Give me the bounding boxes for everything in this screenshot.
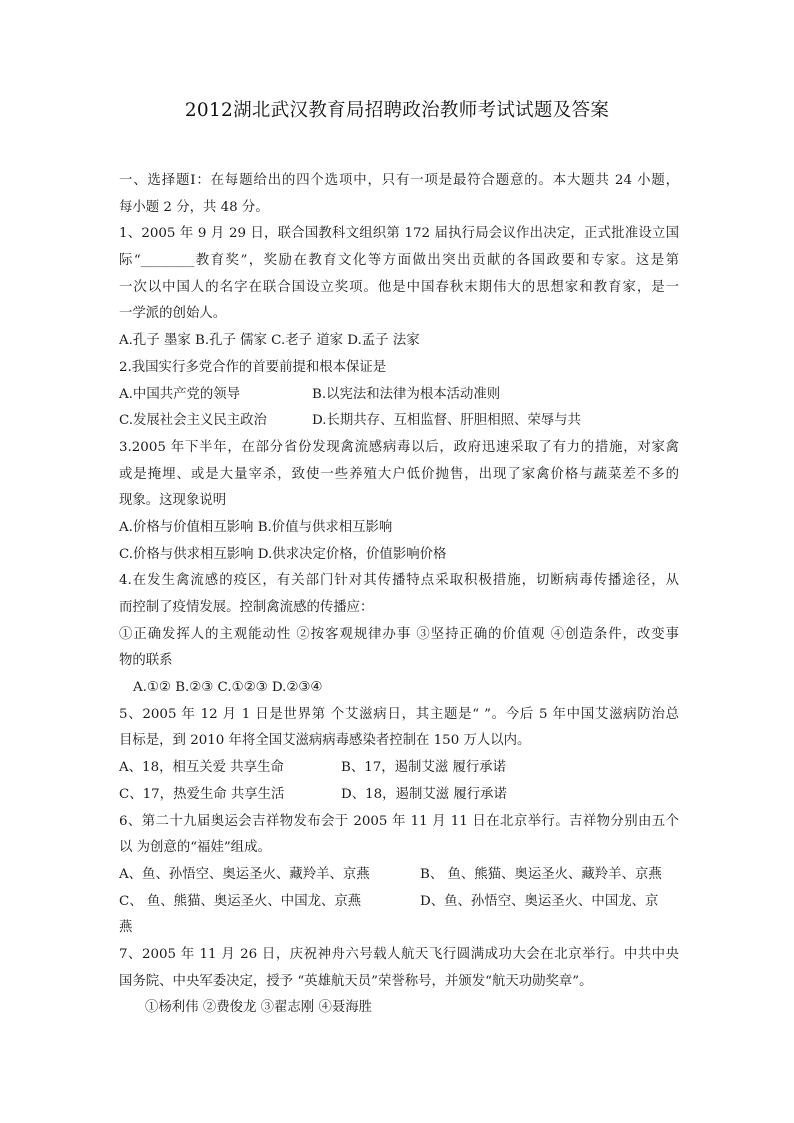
question-6-options-row-1 [119, 862, 679, 889]
question-7-statements: ①杨利伟 ②费俊龙 ③翟志刚 ④聂海胜 [145, 1000, 373, 1016]
question-5-line-2: 目标是，到 2010 年将全国艾滋病病毒感染者控制在 150 万人以内。 [119, 733, 531, 749]
option-a: A、鱼、孙悟空、奥运圣火、藏羚羊、京燕 [119, 866, 370, 882]
option-d: D、鱼、孙悟空、奥运圣火、中国龙、京 [420, 893, 659, 909]
question-5-options-row-1 [119, 755, 679, 782]
question-3-line-2: 或是掩埋、或是大量宰杀，致使一些养殖大户低价抛售，出现了家禽价格与蔬菜差不多的 [119, 466, 679, 482]
question-7: 7、2005 年 11 月 26 日，庆祝神舟六号载人航天飞行圆满成功大会在北京举行。中共中央 [119, 946, 679, 962]
section-instructions: 一、选择题Ⅰ：在每题给出的四个选项中，只有一项是最符合题意的。本大题共 24 小题， [119, 173, 679, 188]
question-4-statements-cont: 物的联系 [119, 653, 173, 669]
question-6: 6、第二十九届奥运会吉祥物发布会于 2005 年 11 月 11 日在北京举行。吉祥物分别由五个 [119, 813, 679, 829]
question-3-options-row-2: C.价格与供求相互影响 D.供求决定价格，价值影响价格 [119, 546, 447, 562]
option-b: B、 鱼、熊猫、奥运圣火、藏羚羊、京燕 [420, 866, 662, 882]
option-b: B.以宪法和法律为根本活动准则 [312, 386, 501, 402]
question-5-options-row-2 [119, 782, 679, 809]
question-1-line-4: 一学派的创始人。 [119, 306, 227, 322]
option-d: D、18，遏制艾滋 履行承诺 [341, 786, 507, 802]
question-4: 4.在发生禽流感的疫区，有关部门针对其传播特点采取积极措施，切断病毒传播途径，从 [119, 573, 679, 589]
question-1-line-2: 际“________教育奖”，奖励在教育文化等方面做出突出贡献的各国政要和专家。这是第 [119, 253, 679, 269]
question-1-options: A.孔子 墨家 B.孔子 儒家 C.老子 道家 D.孟子 法家 [119, 333, 420, 349]
option-c: C、 鱼、熊猫、奥运圣火、中国龙、京燕 [119, 893, 362, 909]
option-a: A、18，相互关爱 共享生命 [119, 760, 284, 776]
question-2: 2.我国实行多党合作的首要前提和根本保证是 [119, 359, 387, 375]
document-body [119, 168, 679, 1022]
question-5: 5、2005 年 12 月 1 日是世界第 个艾滋病日，其主题是“ ”。今后 5 年中国艾滋病防治总 [119, 706, 679, 722]
option-a: A.中国共产党的领导 [119, 386, 241, 402]
option-b: B、17，遏制艾滋 履行承诺 [341, 760, 507, 776]
question-3: 3.2005 年下半年，在部分省份发现禽流感病毒以后，政府迅速采取了有力的措施，对家禽 [119, 439, 679, 455]
question-4-options: A.①② B.②③ C.①②③ D.②③④ [133, 680, 323, 696]
section-instructions-cont: 每小题 2 分，共 48 分。 [119, 199, 269, 215]
option-d: D.长期共存、互相监督、肝胆相照、荣辱与共 [312, 413, 581, 429]
question-7-line-2: 国务院、中央军委决定，授予 “英雄航天员”荣誉称号，并颁发“航天功勋奖章”。 [119, 973, 593, 989]
question-4-line-2: 而控制了疫情发展。控制禽流感的传播应： [119, 600, 374, 615]
question-6-line-2: 以 为创意的“福娃”组成。 [119, 840, 271, 856]
question-3-line-3: 现象。这现象说明 [119, 493, 227, 509]
option-c: C、17，热爱生命 共享生活 [119, 786, 285, 802]
page-title: 2012湖北武汉教育局招聘政治教师考试试题及答案 [184, 100, 610, 121]
question-3-options-row-1: A.价格与价值相互影响 B.价值与供求相互影响 [119, 519, 393, 535]
question-2-options-row-1 [119, 382, 679, 409]
question-6-options-row-2 [119, 889, 679, 916]
question-1: 1、2005 年 9 月 29 日，联合国教科文组织第 172 届执行局会议作出决定，正式批准设立国 [119, 226, 679, 242]
option-c: C.发展社会主义民主政治 [119, 413, 267, 429]
question-6-options-cont: 燕 [119, 920, 133, 936]
question-2-options-row-2 [119, 408, 679, 435]
question-4-statements: ①正确发挥人的主观能动性 ②按客观规律办事 ③坚持正确的价值观 ④创造条件，改变事 [119, 626, 679, 642]
question-1-line-3: 一次以中国人的名字在联合国设立奖项。他是中国春秋末期伟大的思想家和教育家，是一 [119, 279, 679, 295]
